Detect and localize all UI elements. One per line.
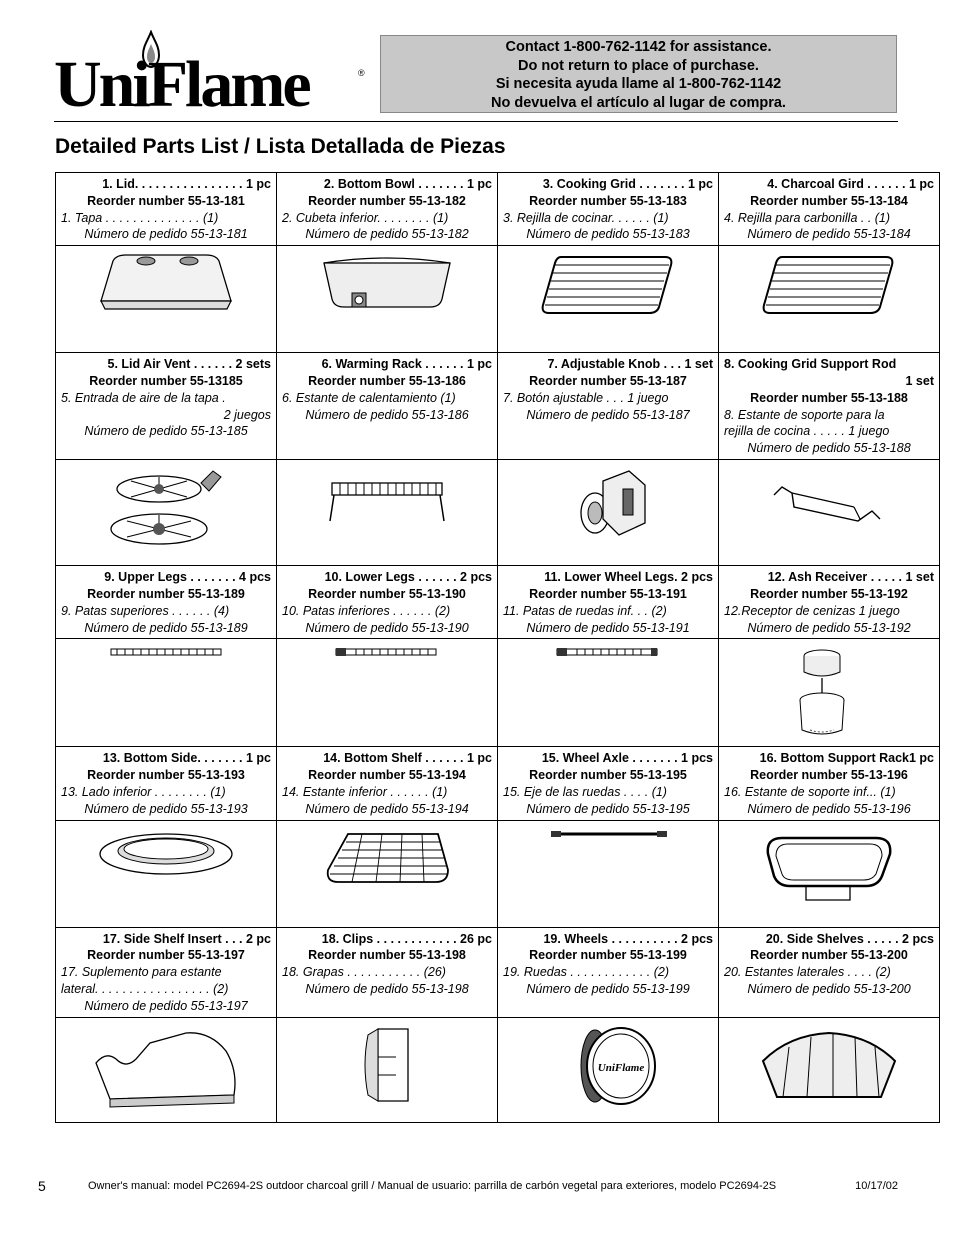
parts-text-row xyxy=(56,927,940,1017)
page-title: Detailed Parts List / Lista Detallada de Piezas xyxy=(55,135,506,158)
warming-rack-illustration xyxy=(277,460,498,566)
clips-illustration xyxy=(277,1017,498,1122)
part-cell: 1. Lid. . . . . . . . . . . . . . . . 1 pc Reorder number 55-13-181 1. Tapa . . . . . . . . . . . . . . (1) Número de pedido 55-13-181 xyxy=(56,173,277,246)
lower-wheel-legs-illustration xyxy=(498,639,719,747)
part-cell: 3. Cooking Grid . . . . . . . 1 pc Reorder number 55-13-183 3. Rejilla de cocinar. . . . . . (1) Número de pedido 55-13-183 xyxy=(498,173,719,246)
wheel-logo: UniFlame xyxy=(597,1061,645,1074)
footer-text: Owner's manual: model PC2694-2S outdoor charcoal grill / Manual de usuario: parrilla de carbón vegetal para exteriores, modelo PC2694-2S xyxy=(88,1180,777,1192)
part-cell: 9. Upper Legs . . . . . . . 4 pcs Reorder number 55-13-189 9. Patas superiores . . . . . . (4) Número de pedido 55-13-189 xyxy=(56,566,277,639)
parts-text-row xyxy=(56,353,940,460)
contact-line: Do not return to place of purchase. xyxy=(518,57,759,74)
wheel-axle-illustration xyxy=(498,820,719,927)
adjustable-knob-illustration xyxy=(498,460,719,566)
ash-receiver-illustration xyxy=(719,639,940,747)
charcoal-grid-illustration xyxy=(719,246,940,353)
parts-image-row xyxy=(56,460,940,566)
wheels-illustration xyxy=(498,1017,719,1122)
logo-wordmark: UniFlame xyxy=(54,48,309,121)
footer-date: 10/17/02 xyxy=(855,1180,898,1192)
part-cell: 20. Side Shelves . . . . . 2 pcs Reorder number 55-13-200 20. Estantes laterales . . . . (2) Número de pedido 55-13-200 xyxy=(719,927,940,1017)
parts-text-row xyxy=(56,747,940,820)
parts-image-row xyxy=(56,1017,940,1122)
parts-image-row xyxy=(56,639,940,747)
part-cell: 2. Bottom Bowl . . . . . . . 1 pc Reorder number 55-13-182 2. Cubeta inferior. . . . . . . . (1) Número de pedido 55-13-182 xyxy=(277,173,498,246)
part-cell: 12. Ash Receiver . . . . . 1 set Reorder number 55-13-192 12.Receptor de cenizas 1 juego Número de pedido 55-13-192 xyxy=(719,566,940,639)
cooking-grid-illustration xyxy=(498,246,719,353)
parts-image-row xyxy=(56,246,940,353)
parts-text-row xyxy=(56,566,940,639)
parts-image-row xyxy=(56,820,940,927)
parts-text-row xyxy=(56,173,940,246)
part-cell: 11. Lower Wheel Legs. 2 pcs Reorder number 55-13-191 11. Patas de ruedas inf. . . (2) Número de pedido 55-13-191 xyxy=(498,566,719,639)
bottom-shelf-illustration xyxy=(277,820,498,927)
bottom-bowl-illustration xyxy=(277,246,498,353)
contact-line: No devuelva el artículo al lugar de compra. xyxy=(491,94,786,111)
contact-line: Si necesita ayuda llame al 1-800-762-1142 xyxy=(495,76,782,92)
part-cell: 6. Warming Rack . . . . . . 1 pc Reorder number 55-13-186 6. Estante de calentamiento (1) Número de pedido 55-13-186 xyxy=(277,353,498,460)
part-cell: 14. Bottom Shelf . . . . . . 1 pc Reorder number 55-13-194 14. Estante inferior . . . . . . (1) Número de pedido 55-13-194 xyxy=(277,747,498,820)
part-cell: 4. Charcoal Gird . . . . . . 1 pc Reorder number 55-13-184 4. Rejilla para carbonilla . . (1) Número de pedido 55-13-184 xyxy=(719,173,940,246)
contact-line: Contact 1-800-762-1142 for assistance. xyxy=(505,39,772,55)
header-rule xyxy=(54,121,898,122)
part-cell: 10. Lower Legs . . . . . . 2 pcs Reorder number 55-13-190 10. Patas inferiores . . . . . . (2) Número de pedido 55-13-190 xyxy=(277,566,498,639)
bottom-support-rack-illustration xyxy=(719,820,940,927)
parts-table xyxy=(55,172,940,1123)
lid-air-vent-illustration xyxy=(56,460,277,566)
part-cell: 19. Wheels . . . . . . . . . . 2 pcs Reorder number 55-13-199 19. Ruedas . . . . . . . . . . . . (2) Número de pedido 55-13-199 xyxy=(498,927,719,1017)
part-cell: 17. Side Shelf Insert . . . 2 pc Reorder number 55-13-197 17. Suplemento para estante lateral. . . . . . . . . . . . . . . . . (2) Número de pedido 55-13-197 xyxy=(56,927,277,1017)
grid-support-rod-illustration xyxy=(719,460,940,566)
side-shelf-insert-illustration xyxy=(56,1017,277,1122)
part-cell: 5. Lid Air Vent . . . . . . 2 sets Reorder number 55-13185 5. Entrada de aire de la tapa . 2 juegos Número de pedido 55-13-185 xyxy=(56,353,277,460)
part-cell: 16. Bottom Support Rack1 pc Reorder number 55-13-196 16. Estante de soporte inf... (1) Número de pedido 55-13-196 xyxy=(719,747,940,820)
part-cell: 13. Bottom Side. . . . . . . 1 pc Reorder number 55-13-193 13. Lado inferior . . . . . . . . (1) Número de pedido 55-13-193 xyxy=(56,747,277,820)
part-cell: 7. Adjustable Knob . . . 1 set Reorder number 55-13-187 7. Botón ajustable . . . 1 juego Número de pedido 55-13-187 xyxy=(498,353,719,460)
side-shelves-illustration xyxy=(719,1017,940,1122)
contact-box xyxy=(380,35,897,113)
part-cell: 8. Cooking Grid Support Rod 1 set Reorder number 55-13-188 8. Estante de soporte para la rejilla de cocina . . . . . 1 juego Número de pedido 55-13-188 xyxy=(719,353,940,460)
part-cell: 18. Clips . . . . . . . . . . . . 26 pc Reorder number 55-13-198 18. Grapas . . . . . . . . . . . (26) Número de pedido 55-13-198 xyxy=(277,927,498,1017)
page-number: 5 xyxy=(38,1178,46,1194)
lower-legs-illustration xyxy=(277,639,498,747)
uniflame-logo xyxy=(54,30,374,120)
bottom-side-illustration xyxy=(56,820,277,927)
part-cell: 15. Wheel Axle . . . . . . . 1 pcs Reorder number 55-13-195 15. Eje de las ruedas . . . . (1) Número de pedido 55-13-195 xyxy=(498,747,719,820)
lid-illustration xyxy=(56,246,277,353)
upper-legs-illustration xyxy=(56,639,277,747)
registered-mark: ® xyxy=(358,68,365,78)
